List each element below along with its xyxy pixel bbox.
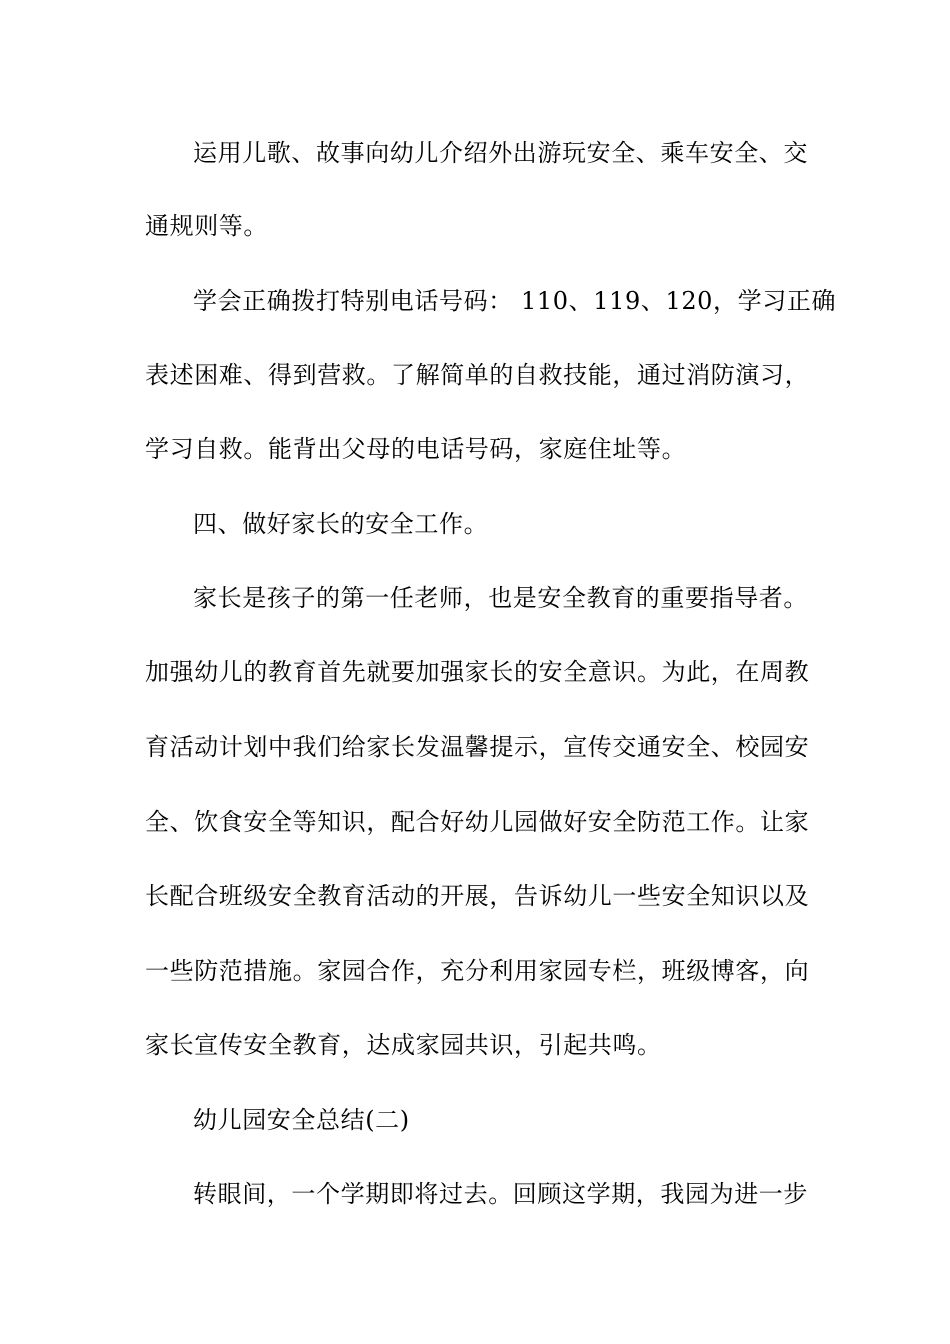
paragraph-line: 运用儿歌、故事向幼儿介绍外出游玩安全、乘车安全、交 <box>193 139 808 167</box>
paragraph-line: 通规则等。 <box>145 212 268 240</box>
paragraph-line: 表述困难、得到营救。了解简单的自救技能，通过消防演习， <box>145 361 810 389</box>
paragraph-line: 学习自救。能背出父母的电话号码，家庭住址等。 <box>145 435 687 463</box>
paragraph-line: 一些防范措施。家园合作，充分利用家园专栏，班级博客，向 <box>145 957 810 985</box>
paragraph-line: 全、饮食安全等知识，配合好幼儿园做好安全防范工作。让家 <box>145 808 810 836</box>
document-title: 幼儿园安全总结(二) <box>193 1106 410 1134</box>
paragraph-line: 家长宣传安全教育，达成家园共识，引起共鸣。 <box>145 1031 662 1059</box>
paragraph-line: 加强幼儿的教育首先就要加强家长的安全意识。为此，在周教 <box>145 658 810 686</box>
paragraph-line: 家长是孩子的第一任老师，也是安全教育的重要指导者。 <box>193 584 808 612</box>
paragraph-line: 学会正确拨打特别电话号码： 110、119、120，学习正确 <box>193 287 837 315</box>
paragraph-line: 育活动计划中我们给家长发温馨提示，宣传交通安全、校园安 <box>145 733 810 761</box>
paragraph-line: 长配合班级安全教育活动的开展，告诉幼儿一些安全知识以及 <box>145 882 810 910</box>
section-heading: 四、做好家长的安全工作。 <box>193 510 489 538</box>
paragraph-line: 转眼间，一个学期即将过去。回顾这学期，我园为进一步 <box>193 1180 808 1208</box>
